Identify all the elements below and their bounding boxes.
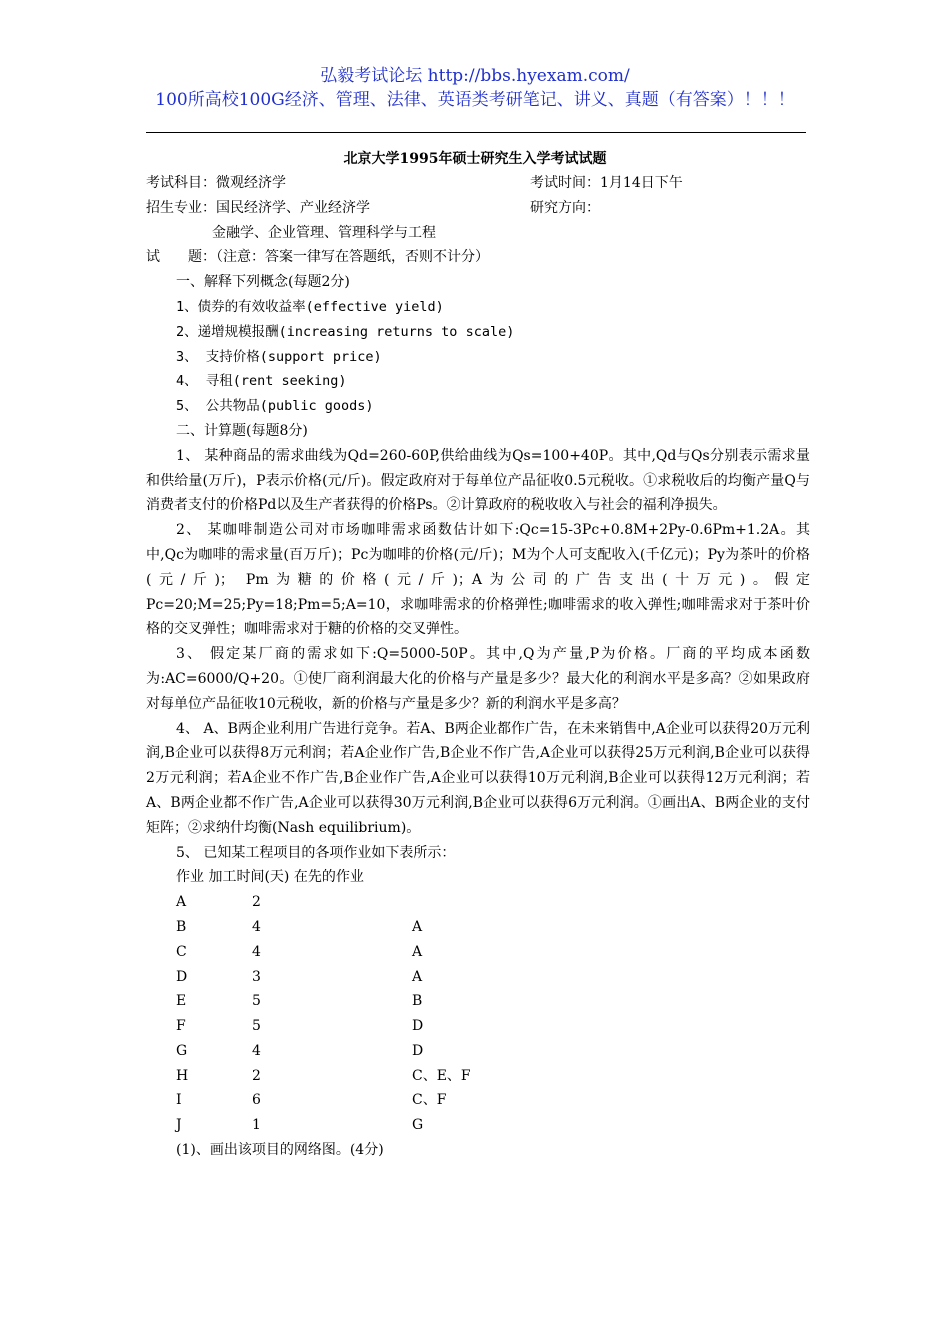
header-divider bbox=[146, 132, 806, 133]
table-row bbox=[176, 1014, 810, 1039]
predecessor-cell: D bbox=[412, 1018, 424, 1035]
table-row bbox=[176, 940, 810, 965]
predecessor-cell: G bbox=[412, 1117, 424, 1134]
activity-table bbox=[176, 865, 810, 1138]
table-row bbox=[176, 1088, 810, 1113]
exam-subject: 考试科目：微观经济学 bbox=[146, 175, 286, 191]
meta-row-2 bbox=[146, 196, 810, 221]
activity-cell: C bbox=[176, 943, 187, 960]
activity-cell: E bbox=[176, 993, 187, 1010]
table-row bbox=[176, 965, 810, 990]
duration-cell: 4 bbox=[252, 918, 261, 935]
table-header bbox=[176, 865, 810, 890]
question-5: 5、 已知某工程项目的各项作业如下表所示： bbox=[176, 844, 456, 861]
question-4: 4、 A、B两企业利用广告进行竞争。若A、B两企业都作广告，在未来销售中,A企业可以获得20万元利润,B企业可以获得8万元利润；若A企业作广告,B企业不作广告,A企业可以获得25万元利润,B企业可以获得2万元利润；若A企业不作广告,B企业作广告,A企业可以获得10万元利润,B企业可以获得12万元利润；若A、B两企业都不作广告,A企业可以获得30万元利润,B企业可以获得6万元利润。①画出A、B两企业的支付矩阵；②求纳什均衡(Nash equilibrium)。 bbox=[146, 720, 810, 836]
predecessor-cell: C、E、F bbox=[412, 1067, 471, 1084]
site-header bbox=[0, 64, 950, 112]
exam-direction: 研究方向： bbox=[530, 199, 600, 216]
duration-cell: 5 bbox=[252, 993, 261, 1010]
exam-major: 招生专业：国民经济学、产业经济学 bbox=[146, 199, 370, 216]
exam-note: 试 题：（注意：答案一律写在答题纸，否则不计分） bbox=[146, 249, 489, 266]
activity-cell: B bbox=[176, 918, 187, 935]
table-row bbox=[176, 989, 810, 1014]
concept-item: 5、 公共物品(public goods) bbox=[176, 398, 374, 415]
activity-cell: I bbox=[176, 1092, 182, 1109]
duration-cell: 2 bbox=[252, 894, 261, 911]
activity-cell: G bbox=[176, 1042, 188, 1059]
meta-row-1 bbox=[146, 171, 810, 196]
predecessor-cell: D bbox=[412, 1042, 424, 1059]
concept-item: 2、递增规模报酬(increasing returns to scale) bbox=[176, 323, 515, 340]
table-row bbox=[176, 1039, 810, 1064]
predecessor-cell: A bbox=[412, 968, 423, 985]
table-row bbox=[176, 1113, 810, 1138]
section2-heading: 二、计算题(每题8分) bbox=[176, 422, 308, 439]
predecessor-cell: A bbox=[412, 943, 423, 960]
concept-item: 4、 寻租(rent seeking) bbox=[176, 373, 347, 390]
table-row bbox=[176, 890, 810, 915]
exam-time: 考试时间：1月14日下午 bbox=[530, 175, 683, 191]
concept-item: 3、 支持价格(support price) bbox=[176, 348, 382, 365]
duration-cell: 5 bbox=[252, 1018, 261, 1035]
predecessor-cell: B bbox=[412, 993, 423, 1010]
duration-cell: 1 bbox=[252, 1117, 261, 1134]
activity-cell: D bbox=[176, 968, 188, 985]
question-1: 1、 某种商品的需求曲线为Qd=260-60P,供给曲线为Qs=100+40P。其中,Qd与Qs分别表示需求量和供给量(万斤)，P表示价格(元/斤)。假定政府对于每单位产品征收0.5元税收。①求税收后的均衡产量Q与消费者支付的价格Pd以及生产者获得的价格Ps。②计算政府的税收收入与社会的福利净损失。 bbox=[146, 447, 810, 514]
promo-banner: 100所高校100G经济、管理、法律、英语类考研笔记、讲义、真题（有答案）！！！ bbox=[155, 90, 795, 110]
exam-body bbox=[146, 171, 810, 1163]
table-header-text: 作业 加工时间(天) 在先的作业 bbox=[176, 869, 364, 886]
activity-cell: J bbox=[176, 1117, 182, 1134]
table-row bbox=[176, 915, 810, 940]
question-3: 3、 假定某厂商的需求如下:Q=5000-50P。其中,Q为产量,P为价格。厂商的平均成本函数为:AC=6000/Q+20。①使厂商利润最大化的价格与产量是多少？最大化的利润水平是多高？②如果政府对每单位产品征收10元税收，新的价格与产量是多少？新的利润水平是多高？ bbox=[146, 646, 810, 712]
concept-item: 1、债券的有效收益率(effective yield) bbox=[176, 298, 444, 315]
duration-cell: 4 bbox=[252, 1042, 261, 1059]
duration-cell: 6 bbox=[252, 1092, 261, 1109]
forum-link[interactable]: 弘毅考试论坛 http://bbs.hyexam.com/ bbox=[320, 66, 630, 86]
activity-cell: H bbox=[176, 1067, 189, 1084]
section1-heading: 一、解释下列概念(每题2分) bbox=[176, 274, 350, 291]
duration-cell: 4 bbox=[252, 943, 261, 960]
question-2: 2、 某咖啡制造公司对市场咖啡需求函数估计如下:Qc=15-3Pc+0.8M+2Py-0.6Pm+1.2A。其中,Qc为咖啡的需求量(百万斤)；Pc为咖啡的价格(元/斤)；M为个人可支配收入(千亿元)；Py为茶叶的价格(元/斤)； Pm为糖的价格(元/斤)；A为公司的广告支出(十万元)。假定Pc=20;M=25;Py=18;Pm=5;A=10，求咖啡需求的价格弹性;咖啡需求的收入弹性;咖啡需求对于茶叶价格的交叉弹性；咖啡需求对于糖的价格的交叉弹性。 bbox=[146, 522, 810, 638]
activity-cell: A bbox=[176, 894, 187, 911]
sub-question-1: (1)、画出该项目的网络图。(4分) bbox=[176, 1142, 384, 1159]
duration-cell: 2 bbox=[252, 1067, 261, 1084]
predecessor-cell: C、F bbox=[412, 1092, 447, 1109]
page-title: 北京大学1995年硕士研究生入学考试试题 bbox=[343, 151, 607, 167]
duration-cell: 3 bbox=[252, 968, 261, 985]
predecessor-cell: A bbox=[412, 918, 423, 935]
activity-cell: F bbox=[176, 1018, 186, 1035]
table-row bbox=[176, 1064, 810, 1089]
exam-major-continued: 金融学、企业管理、管理科学与工程 bbox=[212, 224, 436, 241]
